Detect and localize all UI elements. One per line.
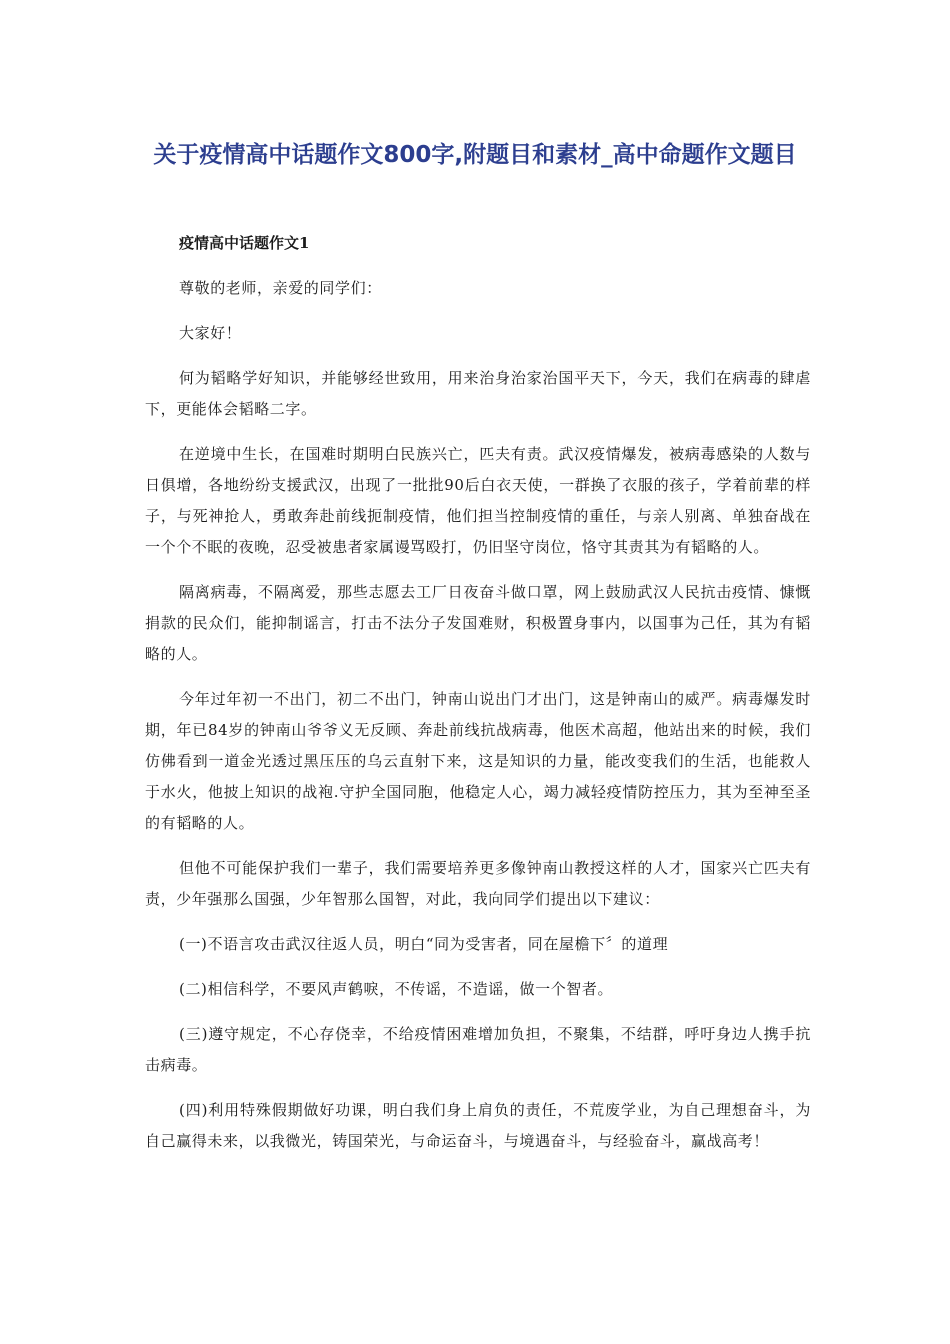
paragraph: 但他不可能保护我们一辈子，我们需要培养更多像钟南山教授这样的人才，国家兴亡匹夫有责，少年强那么国强，少年智那么国智，对此，我向同学们提出以下建议：	[145, 859, 811, 908]
paragraph: 在逆境中生长，在国难时期明白民族兴亡，匹夫有责。武汉疫情爆发，被病毒感染的人数与日俱增，各地纷纷支援武汉，出现了一批批90后白衣天使，一群换了衣服的孩子，学着前辈的样子，与死神抢人，勇敢奔赴前线扼制疫情，他们担当控制疫情的重任，与亲人别离、单独奋战在一个个不眠的夜晚，忍受被患者家属谩骂殴打，仍旧坚守岗位，恪守其责其为有韬略的人。	[145, 445, 811, 556]
essay-subheading: 疫情高中话题作文1	[179, 234, 310, 252]
document-title: 关于疫情高中话题作文800字,附题目和素材_高中命题作文题目	[153, 142, 797, 168]
document-body	[145, 228, 811, 1171]
suggestion-item: (一)不语言攻击武汉往返人员，明白“同为受害者，同在屋檐下〞的道理	[179, 935, 669, 953]
suggestion-item: (四)利用特殊假期做好功课，明白我们身上肩负的责任，不荒废学业，为自己理想奋斗，为自己赢得未来，以我微光，铸国荣光，与命运奋斗，与境遇奋斗，与经验奋斗，赢战高考！	[145, 1101, 811, 1150]
paragraph-salutation: 尊敬的老师，亲爱的同学们：	[179, 279, 382, 297]
suggestion-item: (三)遵守规定，不心存侥幸，不给疫情困难增加负担，不聚集，不结群，呼吁身边人携手抗击病毒。	[145, 1025, 811, 1074]
paragraph: 今年过年初一不出门，初二不出门，钟南山说出门才出门，这是钟南山的威严。病毒爆发时期，年已84岁的钟南山爷爷义无反顾、奔赴前线抗战病毒，他医术高超，他站出来的时候，我们仿佛看到一道金光透过黑压压的乌云直射下来，这是知识的力量，能改变我们的生活，也能救人于水火，他披上知识的战袍.守护全国同胞，他稳定人心，竭力减轻疫情防控压力，其为至神至圣的有韬略的人。	[145, 690, 811, 832]
paragraph: 何为韬略学好知识，并能够经世致用，用来治身治家治国平天下，今天，我们在病毒的肆虐下，更能体会韬略二字。	[145, 369, 811, 418]
paragraph: 隔离病毒，不隔离爱，那些志愿去工厂日夜奋斗做口罩，网上鼓励武汉人民抗击疫情、慷慨捐款的民众们，能抑制谣言，打击不法分子发国难财，积极置身事内，以国事为己任，其为有韬略的人。	[145, 583, 811, 663]
paragraph-greeting: 大家好！	[179, 324, 242, 342]
suggestion-item: (二)相信科学，不要风声鹤唳，不传谣，不造谣，做一个智者。	[179, 980, 614, 998]
